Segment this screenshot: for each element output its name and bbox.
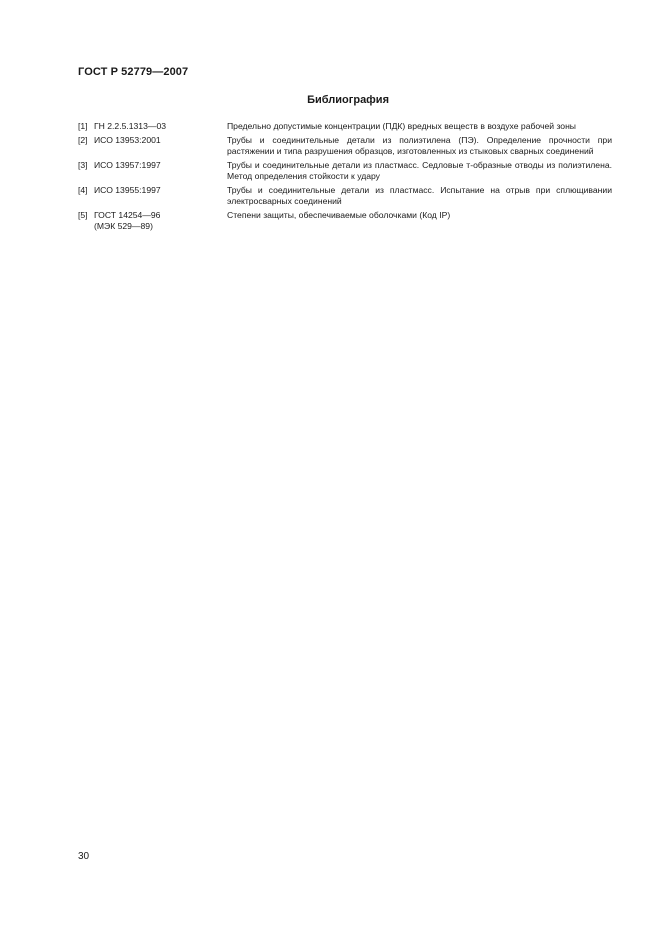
entry-description: Трубы и соединительные детали из пластмасс. Седловые т-образные отводы из полиэтилена. Метод определения стойкости к удару: [227, 159, 612, 181]
entry-reference: [78, 160, 227, 183]
entry-code: ГОСТ 14254—96: [94, 209, 161, 220]
entry-code: ГН 2.2.5.1313—03: [94, 121, 167, 131]
entry-number: [4]: [78, 184, 88, 195]
entry-code: ИСО 13955:1997: [94, 184, 161, 195]
bibliography-title: Библиография: [307, 94, 389, 106]
entry-code: ИСО 13953:2001: [94, 134, 161, 145]
entry-code: ИСО 13957:1997: [94, 159, 161, 170]
bibliography-entry: [78, 160, 616, 183]
page-number: 30: [78, 851, 90, 862]
bibliography-entry: [78, 121, 616, 133]
bibliography-entry: [78, 135, 616, 158]
bibliography-entry: [78, 185, 616, 208]
entry-number: [1]: [78, 121, 88, 131]
entry-description: Предельно допустимые концентрации (ПДК) вредных веществ в воздухе рабочей зоны: [227, 121, 576, 131]
entry-number: [2]: [78, 134, 88, 145]
entry-reference: [78, 121, 227, 133]
entry-description: Трубы и соединительные детали из пластмасс. Испытание на отрыв при сплющивании электросварных соединений: [227, 184, 612, 206]
document-code-header: ГОСТ Р 52779—2007: [78, 66, 189, 78]
entry-number: [5]: [78, 209, 88, 220]
entry-reference: [78, 135, 227, 158]
entry-description: Степени защиты, обеспечиваемые оболочками (Код IP): [227, 209, 451, 220]
bibliography-list: [78, 121, 616, 235]
entry-reference: [78, 210, 227, 233]
entry-code-secondary: (МЭК 529—89): [94, 221, 153, 231]
entry-number: [3]: [78, 159, 88, 170]
entry-description: Трубы и соединительные детали из полиэтилена (ПЭ). Определение прочности при растяжении и типа разрушения образцов, изготовленных из стыковых сварных соединений: [227, 134, 612, 156]
entry-reference: [78, 185, 227, 208]
bibliography-entry: [78, 210, 616, 233]
